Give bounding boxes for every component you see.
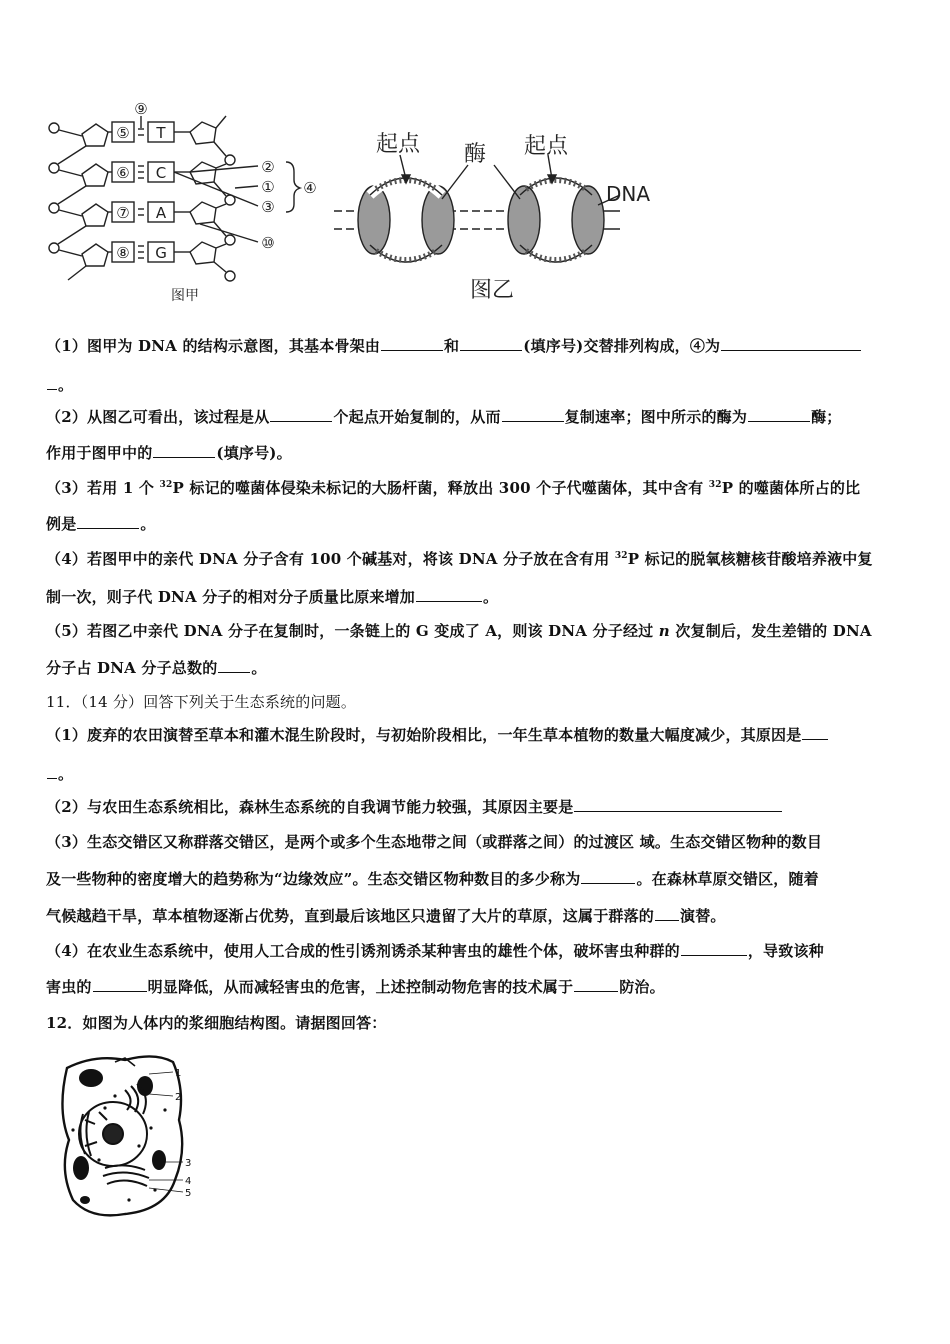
q11-line-2: 。 [46, 763, 908, 785]
figure-jia-caption: 图甲 [171, 288, 199, 304]
blank[interactable] [93, 977, 147, 992]
blank[interactable] [381, 336, 443, 351]
q11-heading: 11．（14 分）回答下列关于生态系统的问题。 [46, 693, 357, 711]
label-2: ② [261, 158, 275, 176]
blank[interactable] [574, 797, 782, 812]
blank[interactable] [802, 725, 828, 740]
label-9: ⑨ [134, 100, 148, 118]
blank[interactable] [460, 336, 522, 351]
q10-line-6: 例是 。 [46, 515, 156, 533]
cell-label-3: 3 [185, 1158, 192, 1169]
cell-label-5: 5 [185, 1188, 192, 1199]
q11-line-4: （3）生态交错区又称群落交错区，是两个或多个生态地带之间（或群落之间）的过渡区 域。生态交错区物种的数目 [46, 833, 823, 851]
label-4: ④ [303, 179, 317, 197]
q10-line-3: （2）从图乙可看出，该过程是从 个起点开始复制的，从而 复制速率；图中所示的酶为 酶； [46, 408, 842, 426]
q10-line-5: （3）若用 1 个 $^{32}$P 标记的噬菌体侵染未标记的大肠杆菌，释放出 300 个子代噬菌体，其中含有 $^{32}$P 的噬菌体所占的比 [46, 479, 861, 497]
q12-heading: 12．如图为人体内的浆细胞结构图。请据图回答： [46, 1014, 387, 1032]
dna-label: DNA [606, 182, 651, 206]
blank[interactable] [47, 375, 57, 390]
q11-line-7: （4）在农业生态系统中，使用人工合成的性引诱剂诱杀某种害虫的雄性个体，破坏害虫种群的 ，导致该种 [46, 942, 824, 960]
blank[interactable] [581, 869, 635, 884]
label-3: ③ [261, 198, 275, 216]
q11-line-1: （1）废弃的农田演替至草本和灌木混生阶段时，与初始阶段相比，一年生草本植物的数量大幅度减少，其原因是 [46, 724, 908, 746]
cell-label-1: 1 [175, 1068, 182, 1079]
q10-line-10: 分子占 DNA 分子总数的 。 [46, 659, 267, 677]
blank[interactable] [416, 587, 482, 602]
figure-yi-caption: 图乙 [470, 278, 515, 303]
plasma-cell-figure [55, 1050, 215, 1225]
cell-label-4: 4 [185, 1176, 192, 1187]
blank[interactable] [502, 407, 564, 422]
base-t: T [156, 124, 166, 142]
origin-right-label: 起点 [524, 134, 569, 159]
q10-line-1: （1）图甲为 DNA 的结构示意图，其基本骨架由 和 (填序号)交替排列构成，④为 [46, 335, 908, 357]
cell-label-2: 2 [175, 1092, 182, 1103]
label-5: ⑤ [116, 124, 130, 142]
blank[interactable] [218, 658, 250, 673]
q11-line-5: 及一些物种的密度增大的趋势称为“边缘效应”。生态交错区物种数目的多少称为 。在森林草原交错区，随着 [46, 870, 819, 888]
blank[interactable] [270, 407, 332, 422]
base-g: G [155, 244, 167, 262]
q11-line-6: 气候越趋干旱，草本植物逐渐占优势，直到最后该地区只遗留了大片的草原，这属于群落的 演替。 [46, 907, 726, 925]
blank[interactable] [77, 514, 139, 529]
label-8: ⑧ [116, 244, 130, 262]
q10-line-2: 。 [46, 374, 908, 396]
q10-line-8: 制一次，则子代 DNA 分子的相对分子质量比原来增加 。 [46, 588, 499, 606]
base-c: C [155, 164, 167, 182]
blank[interactable] [153, 443, 215, 458]
q10-line-9: （5）若图乙中亲代 DNA 分子在复制时，一条链上的 G 变成了 A，则该 DNA 分子经过 n 次复制后，发生差错的 DNA [46, 622, 872, 640]
dna-structure-figure [40, 100, 330, 310]
label-6: ⑥ [116, 164, 130, 182]
blank[interactable] [47, 764, 57, 779]
base-a: A [155, 204, 167, 222]
dna-replication-figure [330, 125, 670, 310]
origin-left-label: 起点 [376, 132, 421, 157]
q10-line-4: 作用于图甲中的 (填序号)。 [46, 444, 292, 462]
q10-line-7: （4）若图甲中的亲代 DNA 分子含有 100 个碱基对，将该 DNA 分子放在含有用 $^{32}$P 标记的脱氧核糖核苷酸培养液中复 [46, 550, 873, 568]
blank[interactable] [681, 941, 747, 956]
label-7: ⑦ [116, 204, 130, 222]
enzyme-label: 酶 [464, 142, 487, 167]
blank[interactable] [721, 336, 861, 351]
blank[interactable] [655, 906, 679, 921]
blank[interactable] [574, 977, 618, 992]
blank[interactable] [748, 407, 810, 422]
q11-line-8: 害虫的 明显降低，从而减轻害虫的危害，上述控制动物危害的技术属于 防治。 [46, 978, 665, 996]
q11-line-3: （2）与农田生态系统相比，森林生态系统的自我调节能力较强，其原因主要是 [46, 796, 908, 818]
label-10: ⑩ [261, 234, 275, 252]
label-1: ① [261, 178, 275, 196]
